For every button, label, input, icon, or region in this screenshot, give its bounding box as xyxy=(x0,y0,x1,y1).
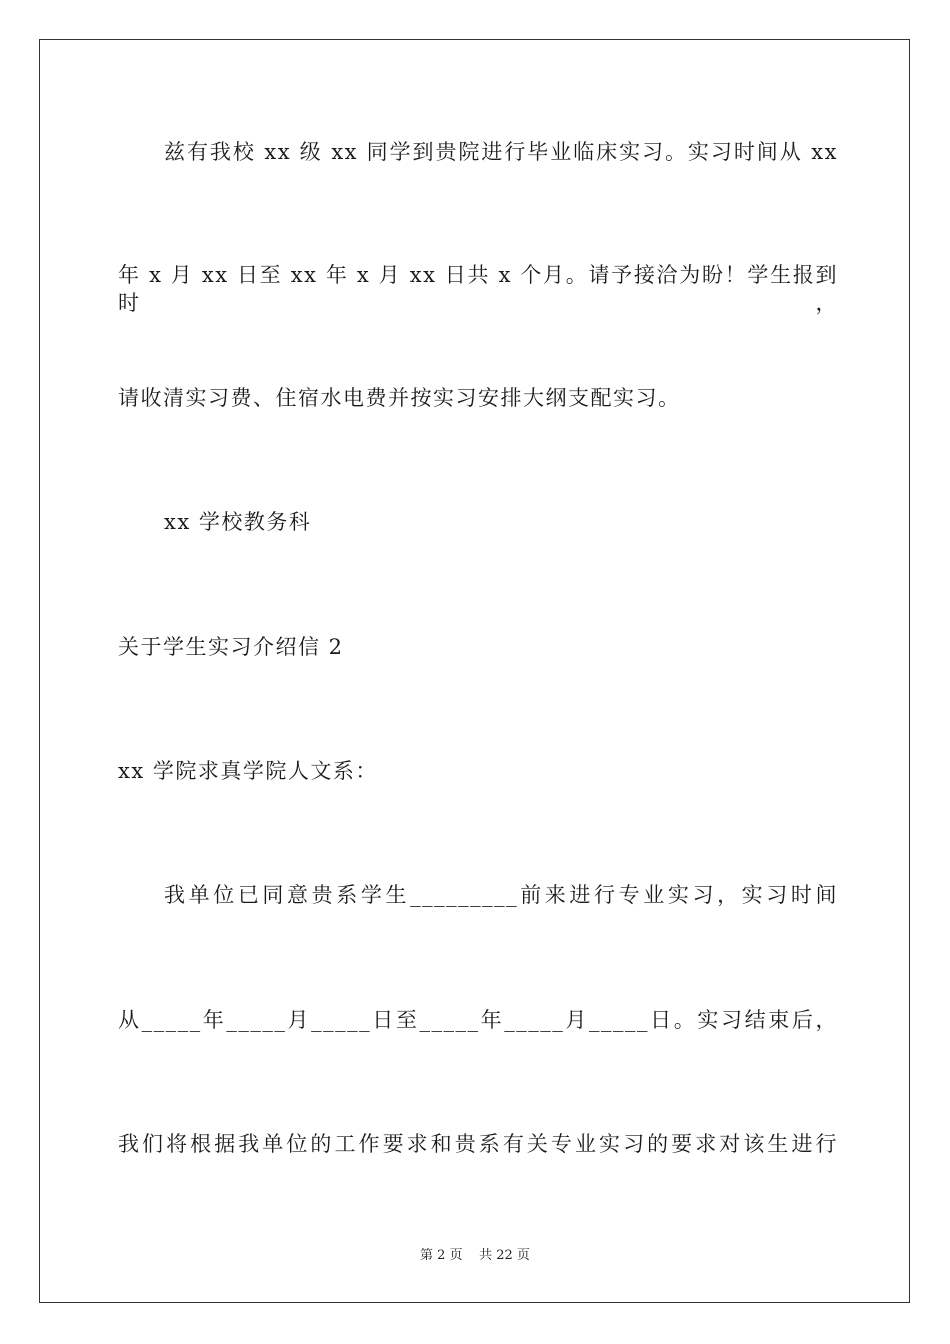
section-heading: 关于学生实习介绍信 2 xyxy=(118,635,344,659)
paragraph2-line3: 我们将根据我单位的工作要求和贵系有关专业实习的要求对该生进行 xyxy=(118,1132,838,1156)
paragraph1-line1: 兹有我校 xx 级 xx 同学到贵院进行毕业临床实习。实习时间从 xx xyxy=(164,140,838,164)
paragraph2-line1: 我单位已同意贵系学生_________前来进行专业实习，实习时间 xyxy=(164,883,838,907)
paragraph1-line3: 请收清实习费、住宿水电费并按实习安排大纲支配实习。 xyxy=(118,386,681,410)
signature: xx 学校教务科 xyxy=(164,510,312,534)
salutation: xx 学院求真学院人文系： xyxy=(118,759,378,783)
paragraph1-line2: 年 x 月 xx 日至 xx 年 x 月 xx 日共 x 个月。请予接洽为盼！学生报到时， xyxy=(118,263,838,315)
page-number: 第 2 页 xyxy=(420,1248,463,1263)
page-footer xyxy=(0,1248,950,1264)
page-total: 共 22 页 xyxy=(479,1248,530,1263)
page-border xyxy=(39,39,910,1303)
paragraph2-line2: 从_____年_____月_____日至_____年_____月_____日。实习结束后， xyxy=(118,1008,838,1032)
